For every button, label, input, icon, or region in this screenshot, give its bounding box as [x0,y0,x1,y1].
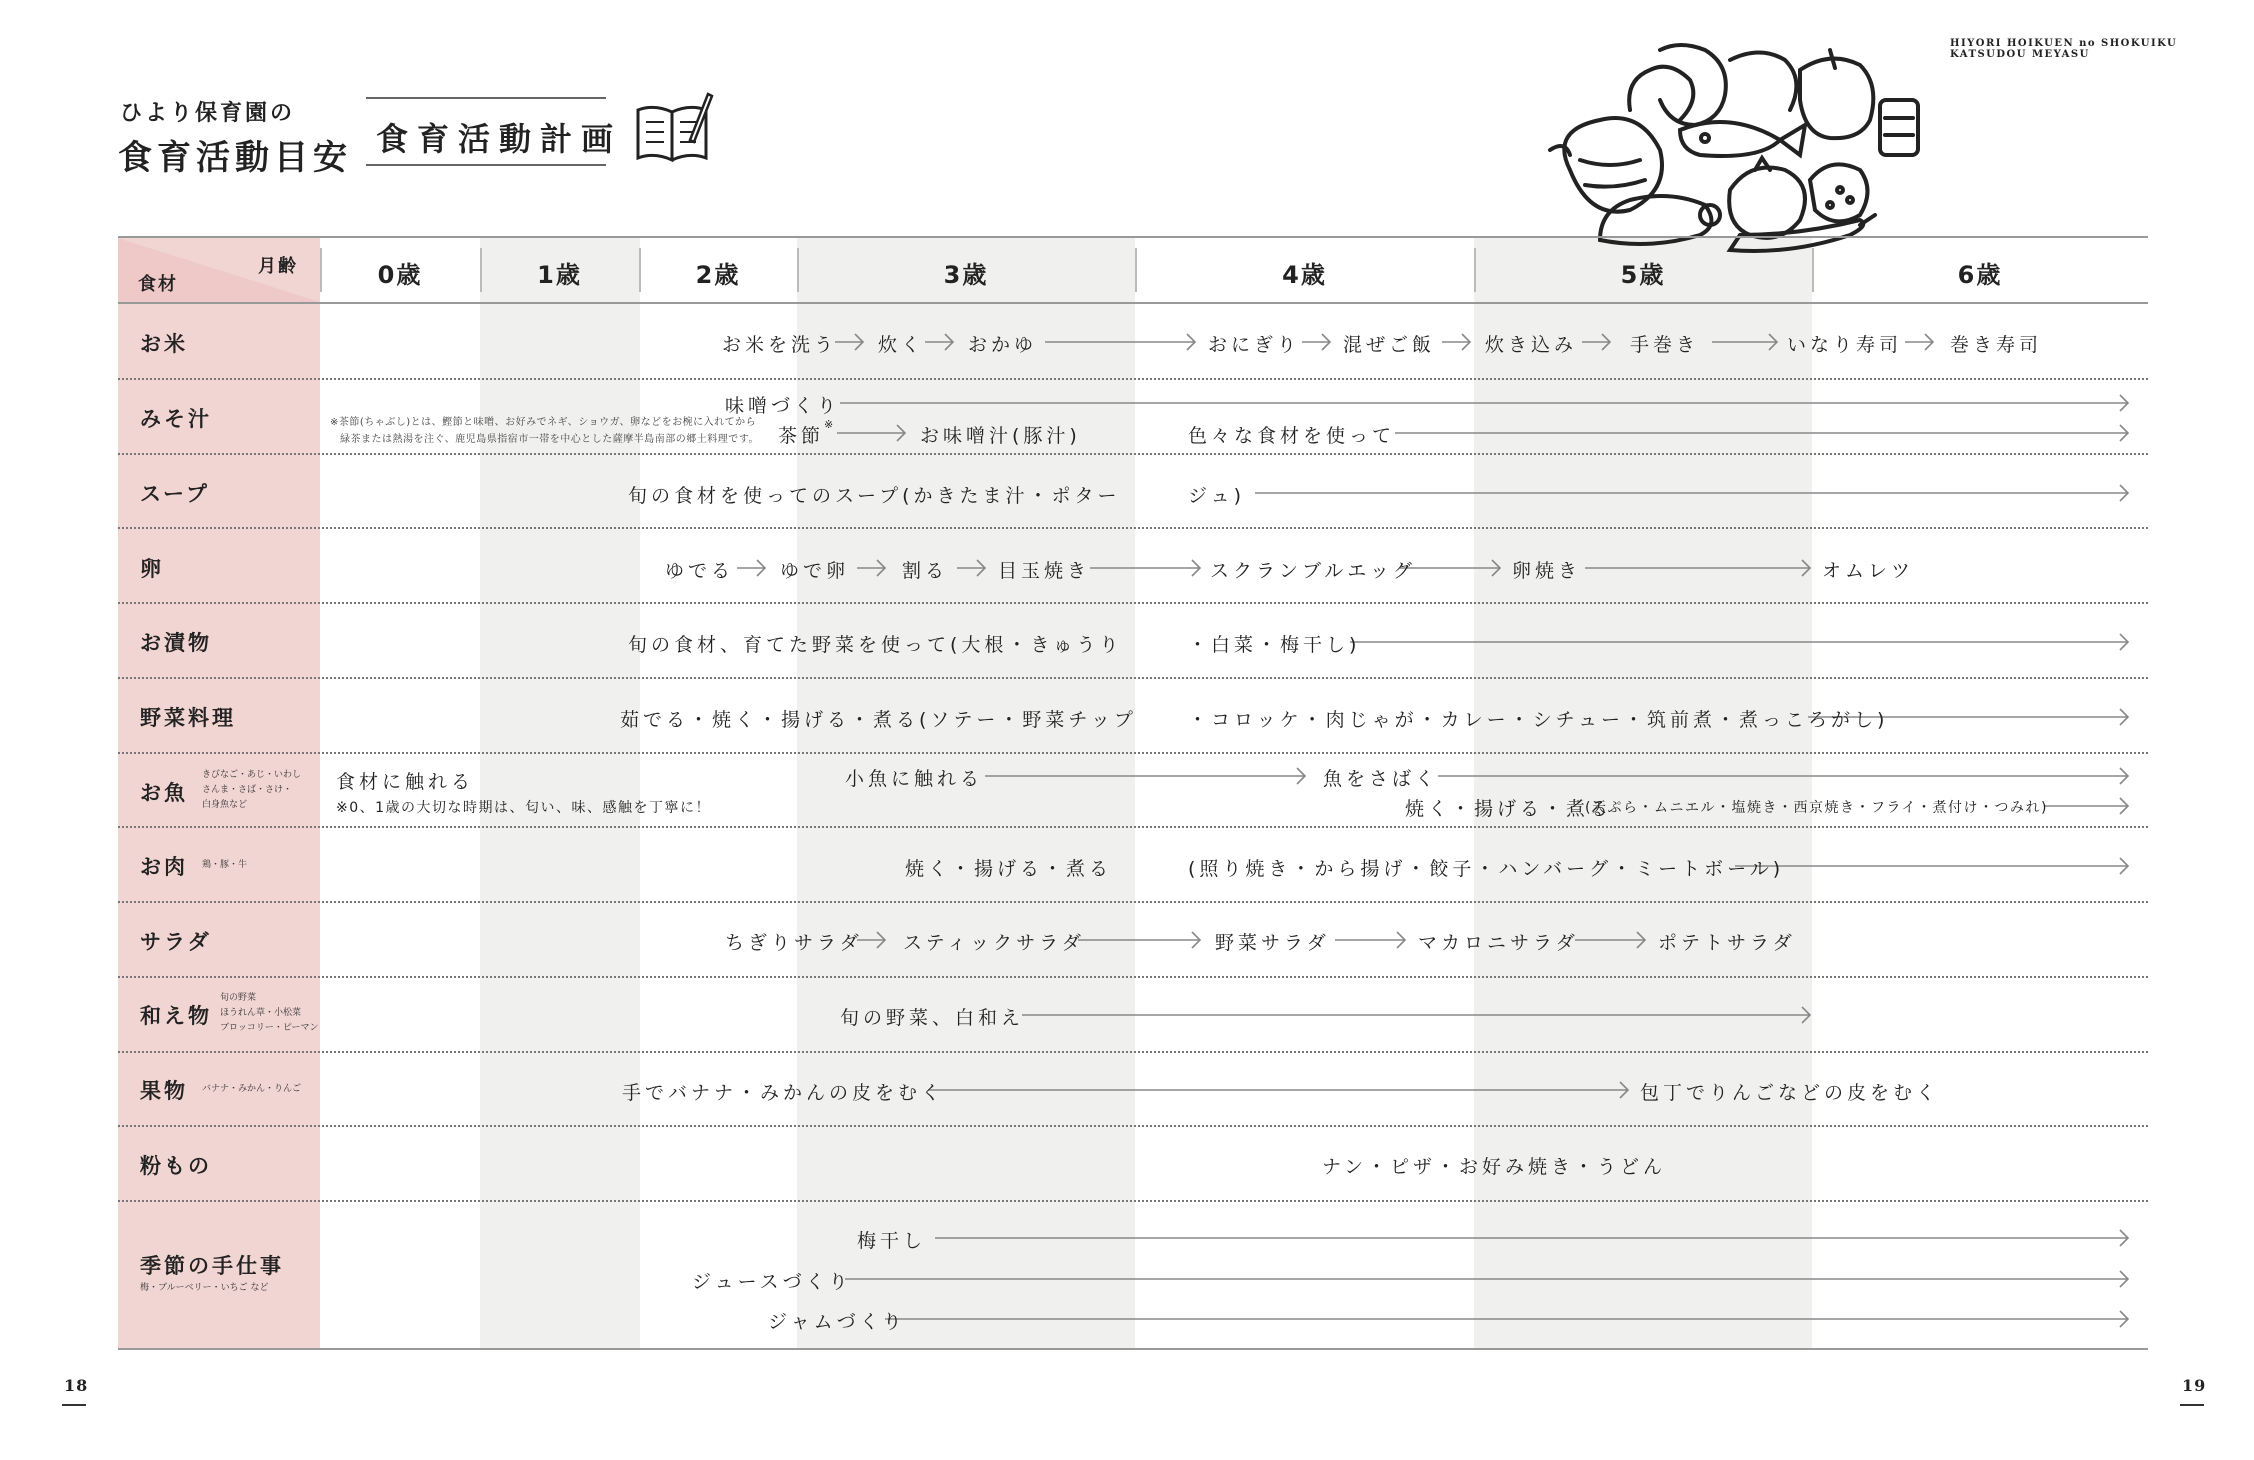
salad-torn: ちぎりサラダ [725,932,863,954]
egg-boiled: ゆで卵 [780,560,850,582]
category-fish: お魚 [140,781,188,805]
flour-dishes: ナン・ピザ・お好み焼き・うどん [1322,1156,1667,1178]
meat-sub: 鶏・豚・牛 [202,860,248,870]
age-header-2: 2歳 [695,261,741,289]
miso-chabushi-mark: ※ [824,418,834,431]
meat-cook: 焼く・揚げる・煮る [905,858,1113,880]
page-number-right: 19 [2182,1376,2207,1395]
age-header-1: 1歳 [537,261,582,289]
salad-stick: スティックサラダ [903,932,1085,954]
fruit-peel-knife: 包丁でりんごなどの皮をむく [1640,1082,1940,1104]
egg-crack: 割る [902,560,949,582]
fish-cook-dishes: (天ぷら・ムニエル・塩焼き・西京焼き・フライ・煮付け・つみれ) [1585,800,2049,816]
rice-step-mixed: 混ぜご飯 [1343,334,1436,356]
category-fruit: 果物 [140,1079,188,1103]
fruit-sub: バナナ・みかん・りんご [202,1084,302,1094]
page-title: 食育活動目安 [118,138,352,178]
fish-sub-1: きびなご・あじ・いわし [202,770,302,780]
corner-ingredient-label: 食材 [138,274,178,295]
plan-label: 食育活動計画 [376,120,623,158]
salad-vegetable: 野菜サラダ [1215,932,1330,954]
fish-fillet: 魚をさばく [1323,768,1439,790]
category-miso: みそ汁 [140,407,212,431]
fish-touch-ingredients: 食材に触れる [336,771,475,793]
rice-step-inari: いなり寿司 [1787,334,1903,356]
miso-soup: お味噌汁(豚汁) [920,425,1081,447]
miso-note-1: ※茶節(ちゃぶし)とは、鰹節と味噌、お好みでネギ、ショウガ、卵などをお椀に入れてから [330,417,757,428]
category-aemono: 和え物 [140,1004,212,1028]
category-pickles: お漬物 [140,631,212,655]
age-header-3: 3歳 [943,261,989,289]
soup-seasonal: 旬の食材を使ってのスープ(かきたま汁・ポター [628,485,1121,507]
rice-step-takikomi: 炊き込み [1485,334,1578,356]
soup-seasonal-cont: ジュ) [1188,485,1246,507]
running-title: HIYORI HOIKUEN no SHOKUIKU KATSUDOU MEYASU [1950,38,2178,60]
veg-methods: 茹でる・焼く・揚げる・煮る(ソテー・野菜チップ [620,709,1137,731]
age-header-0: 0歳 [377,261,423,289]
category-soup: スープ [140,482,210,506]
fish-sub-2: さんま・さば・さけ・ [202,785,293,795]
category-salad: サラダ [140,930,212,954]
aemono-sub-2: ほうれん草・小松菜 [220,1008,302,1018]
page-number-left-rule [62,1404,86,1406]
header-subtitle: ひより保育園の [120,101,296,126]
seasonal-sub: 梅・ブルーベリー・いちご など [140,1283,269,1293]
category-meat: お肉 [140,855,188,879]
rice-step-cook: 炊く [878,334,925,356]
miso-various: 色々な食材を使って [1188,425,1396,447]
rice-step-onigiri: おにぎり [1208,334,1301,356]
category-rice: お米 [140,332,188,356]
category-egg: 卵 [140,557,164,581]
seasonal-juice: ジュースづくり [692,1271,852,1293]
egg-fried: 目玉焼き [998,560,1091,582]
seasonal-umeboshi: 梅干し [857,1230,927,1252]
age-header-4: 4歳 [1282,261,1327,289]
category-seasonal: 季節の手仕事 [140,1254,284,1278]
fish-sub-3: 白身魚など [202,800,248,810]
rice-step-temaki: 手巻き [1630,334,1700,356]
age-header-5: 5歳 [1620,261,1666,289]
age-header-6: 6歳 [1957,261,2003,289]
egg-boil: ゆでる [665,560,735,582]
page-number-right-rule [2180,1404,2204,1406]
seasonal-jam: ジャムづくり [768,1311,906,1333]
fish-touch-small: 小魚に触れる [845,768,984,790]
page-number-left: 18 [64,1376,89,1395]
aemono-sub-3: ブロッコリー・ピーマン [220,1023,319,1033]
meat-dishes: (照り焼き・から揚げ・餃子・ハンバーグ・ミートボール) [1188,858,1785,880]
miso-making: 味噌づくり [725,395,841,417]
egg-omelet: オムレツ [1822,560,1915,582]
corner-age-label: 月齢 [258,256,298,277]
salad-macaroni: マカロニサラダ [1418,932,1579,954]
egg-scrambled: スクランブルエッグ [1210,560,1416,582]
aemono-sub-1: 旬の野菜 [220,993,257,1003]
fish-note: ※0、1歳の大切な時期は、匂い、味、感触を丁寧に！ [336,800,712,816]
egg-tamagoyaki: 卵焼き [1512,560,1582,582]
miso-note-2: 緑茶または熱湯を注ぐ、鹿児島県指宿市一帯を中心とした薩摩半島南部の郷土料理です。 [340,434,759,445]
salad-potato: ポテトサラダ [1658,932,1796,954]
category-flour: 粉もの [140,1154,212,1178]
fruit-peel-hand: 手でバナナ・みかんの皮をむく [622,1082,945,1104]
pickles-seasonal: 旬の食材、育てた野菜を使って(大根・きゅうり [628,634,1123,656]
fish-cook: 焼く・揚げる・煮る [1405,798,1613,820]
rice-step-makizushi: 巻き寿司 [1950,334,2043,356]
rice-step-porridge: おかゆ [968,334,1038,356]
rice-step-wash: お米を洗う [722,334,838,356]
miso-chabushi: 茶節 [778,425,825,447]
pickles-seasonal-cont: ・白菜・梅干し) [1188,634,1361,656]
category-vegetables: 野菜料理 [140,706,236,730]
veg-dishes: ・コロッケ・肉じゃが・カレー・シチュー・筑前煮・煮っころがし) [1188,709,1889,731]
aemono-shiraae: 旬の野菜、白和え [840,1007,1025,1029]
